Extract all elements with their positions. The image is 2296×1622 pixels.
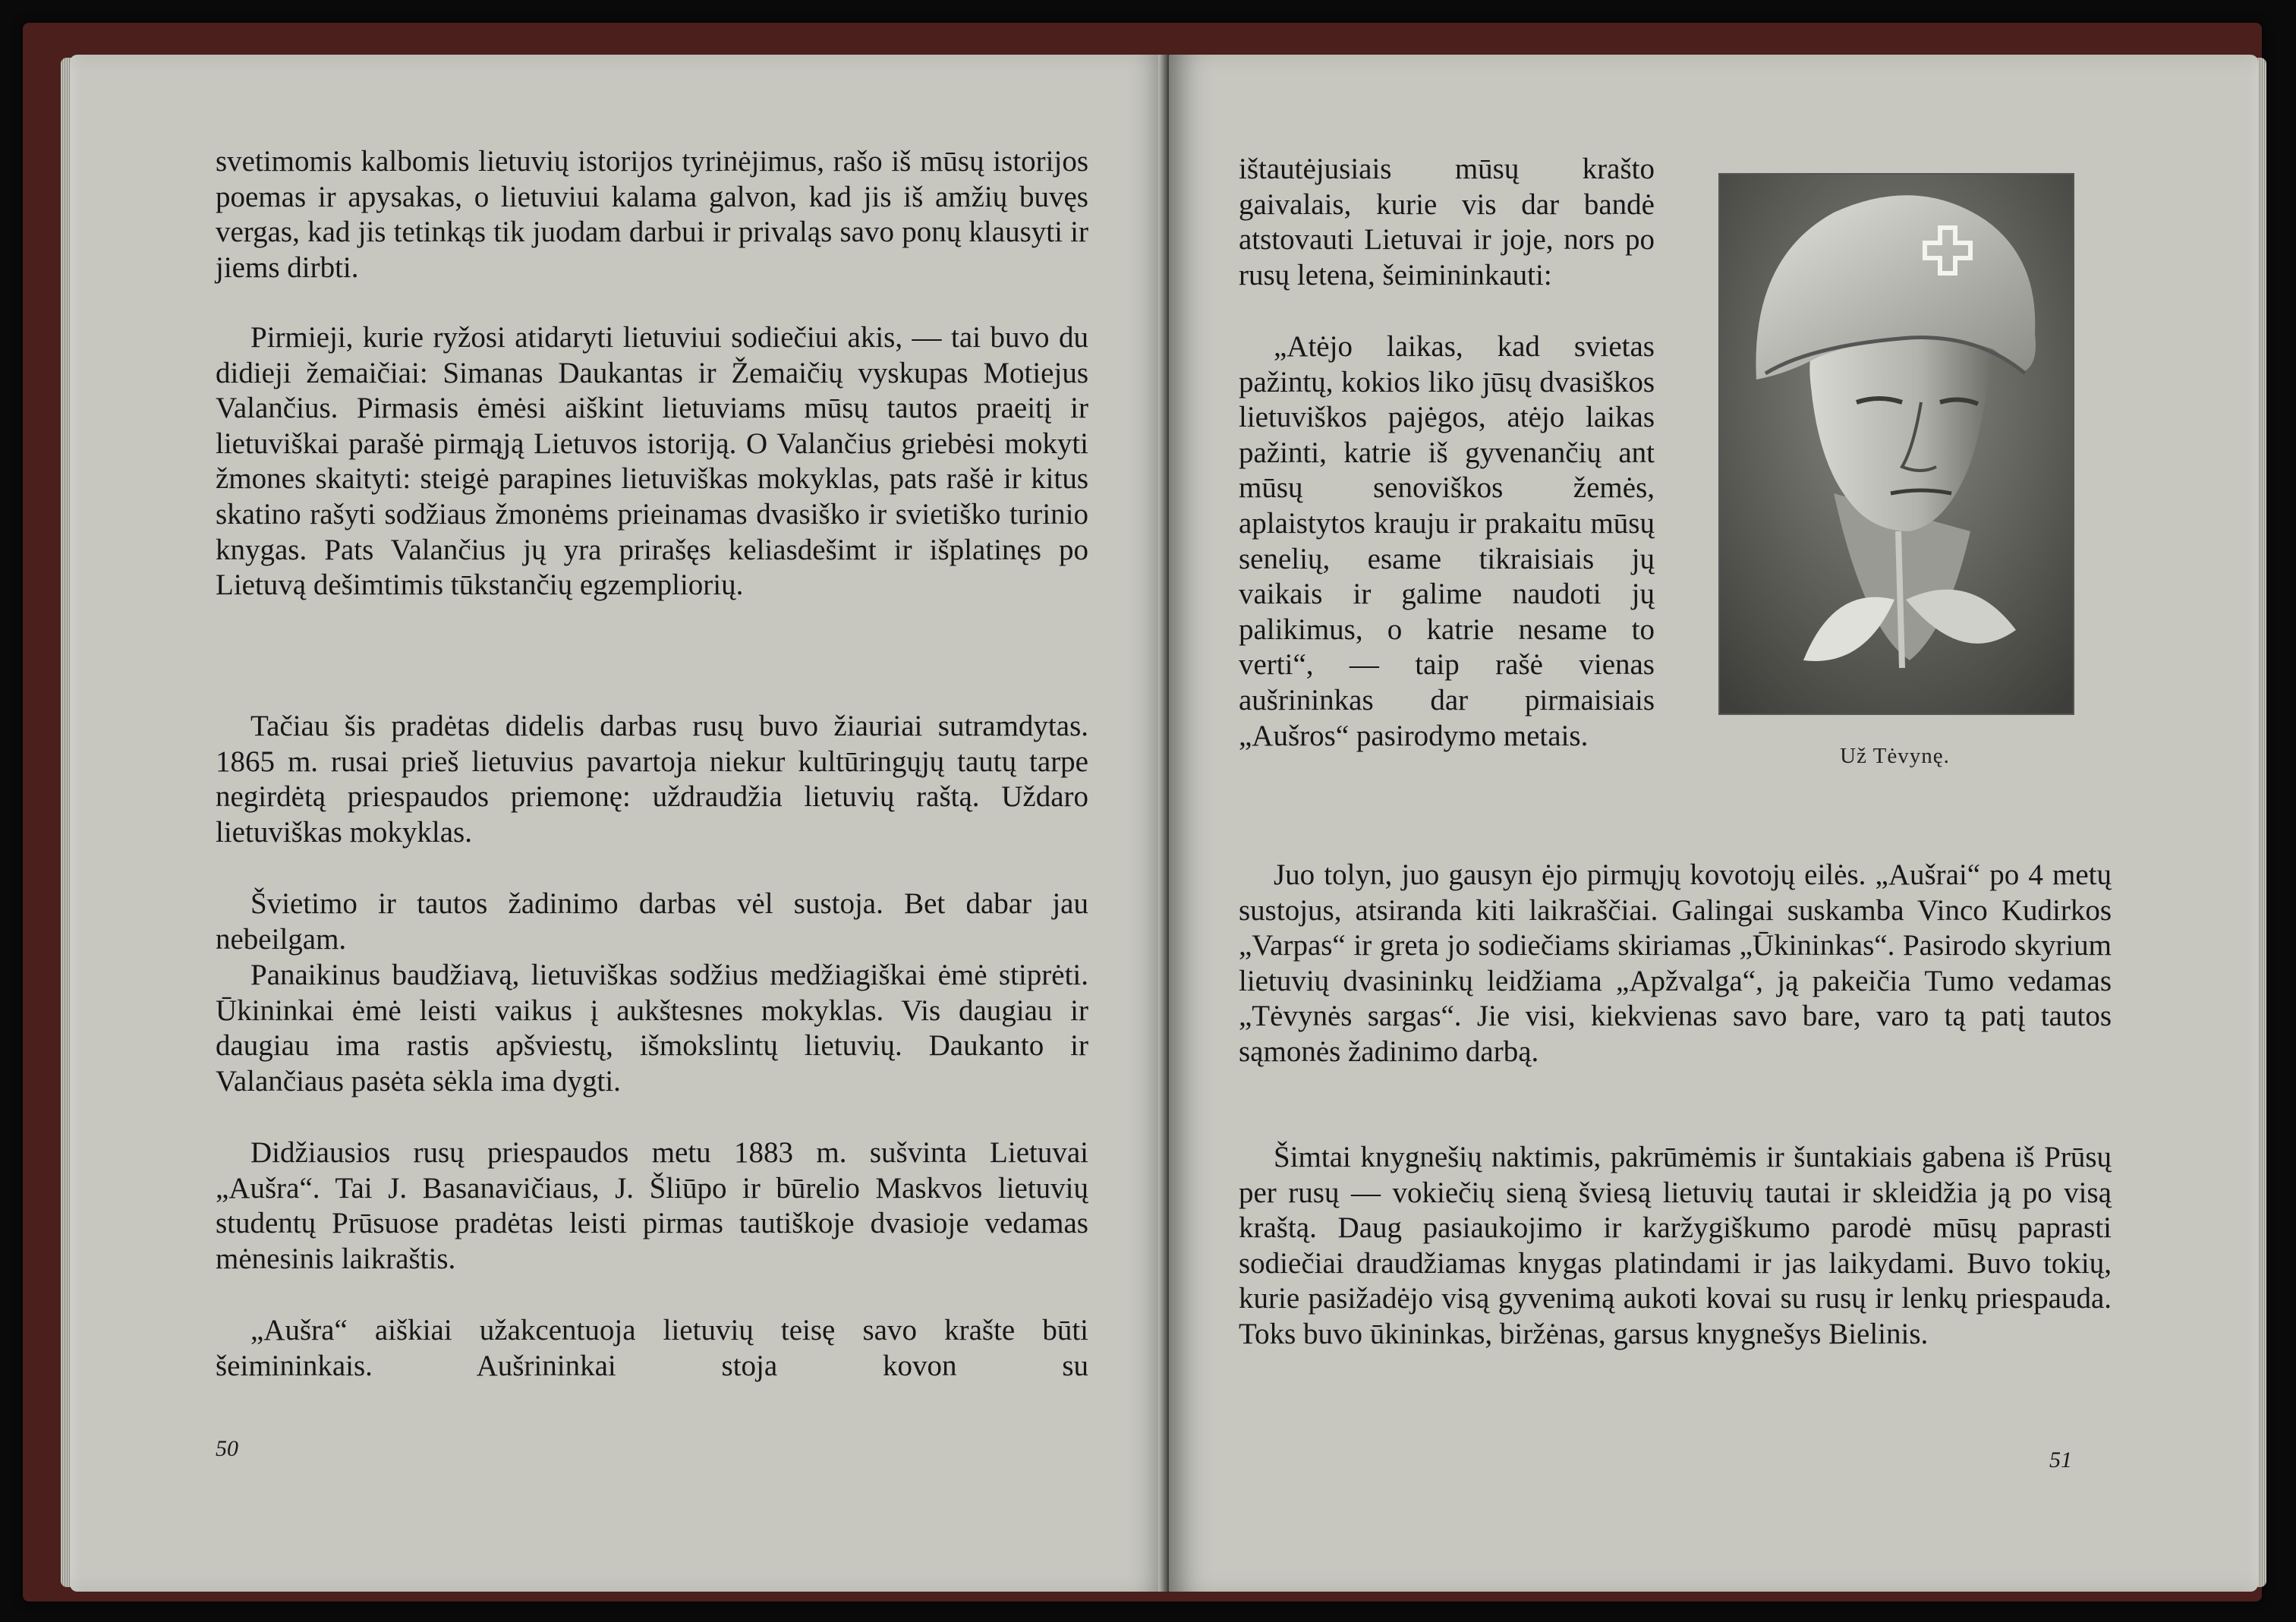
- page-number-left: 50: [216, 1436, 238, 1461]
- left-page: [70, 55, 1167, 1592]
- left-paragraph-6: Didžiausios rusų priespaudos metu 1883 m. sušvinta Lietuvai „Aušra“. Tai J. Basanavičiaus, J. Šliūpo ir būrelio Maskvos lietuvių studentų Prūsuose pradėtas leisti pirmas tautiškoje dvasioje vedamas mėnesinis laikraštis.: [216, 1136, 1088, 1275]
- right-paragraph-4: Šimtai knygnešių naktimis, pakrūmėmis ir šuntakiais gabena iš Prūsų per rusų — vokiečių sieną šviesą lietuvių tautai ir skleidžia ją po visą kraštą. Daug pasiaukojimo ir karžygiškumo parodė mūsų paprasti sodiečiai draudžiamas knygas platindami ir jas laikydami. Buvo tokių, kurie pasižadėjo visą gyvenimą aukoti kovai su rusų ir lenkų priespauda. Toks buvo ūkininkas, biržėnas, garsus knygnešys Bielinis.: [1239, 1141, 2112, 1350]
- right-page: [1169, 55, 2258, 1592]
- soldier-photo: [1718, 173, 2074, 715]
- left-paragraph-7: „Aušra“ aiškiai užakcentuoja lietuvių teisę savo krašte būti šeimininkais. Aušrininkai stoja kovon su: [216, 1314, 1088, 1382]
- right-paragraph-3: Juo tolyn, juo gausyn ėjo pirmųjų kovotojų eilės. „Aušrai“ po 4 metų sustojus, atsiranda kiti laikraščiai. Galingai suskamba Vinco Kudirkos „Varpas“ ir greta jo sodiečiams skiriamas „Ūkininkas“. Pasirodo skyrium lietuvių dvasininkų leidžiama „Apžvalga“, ją pakeičia Tumo vedamas „Tėvynės sargas“. Jie visi, kiekvienas savo bare, varo tą patį tautos sąmonės žadinimo darbą.: [1239, 858, 2112, 1068]
- right-paragraph-1: ištautėjusiais mūsų krašto gaivalais, kurie vis dar bandė atstovauti Lietuvai ir joje, nors po rusų letena, šeimininkauti:: [1239, 153, 1655, 291]
- page-number-right: 51: [2049, 1447, 2072, 1472]
- left-paragraph-1: svetimomis kalbomis lietuvių istorijos tyrinėjimus, rašo iš mūsų istorijos poemas ir apysakas, o lietuviui kalama galvon, kad jis iš amžių buvęs vergas, kad jis tetinkąs tik juodam darbui ir privaląs savo ponų klausyti ir jiems dirbti.: [216, 145, 1088, 284]
- book-spread: [23, 23, 2262, 1602]
- left-paragraph-3: Tačiau šis pradėtas didelis darbas rusų buvo žiauriai sutramdytas. 1865 m. rusai prieš lietuvius pavartoja niekur kultūringųjų tautų tarpe negirdėtą priespaudos priemonę: uždraudžia lietuvių raštą. Uždaro lietuviškas mokyklas.: [216, 710, 1088, 849]
- right-paragraph-2: „Atėjo laikas, kad svietas pažintų, kokios liko jūsų dvasiškos lietuviškos pajėgos, atėjo laikas pažinti, katrie iš gyvenančių ant mūsų senoviškos žemės, aplaistytos krauju ir prakaitu mūsų senelių, esame tikraisiais jų vaikais ir galime naudoti jų palikimus, o katrie nesame to verti“, — taip rašė vienas aušrininkas dar pirmaisiais „Aušros“ pasirodymo metais.: [1239, 330, 1655, 752]
- photo-caption: Už Tėvynę.: [1840, 744, 1950, 768]
- soldier-statue-illustration: [1720, 175, 2073, 713]
- left-paragraph-2: Pirmieji, kurie ryžosi atidaryti lietuviui sodiečiui akis, — tai buvo du didieji žemaičiai: Simanas Daukantas ir Žemaičių vyskupas Motiejus Valančius. Pirmasis ėmėsi aiškint lietuviams mūsų tautos praeitį ir lietuviškai parašė pirmąją Lietuvos istoriją. O Valančius griebėsi mokyti žmones skaityti: steigė parapines lietuviškas mokyklas, pats rašė ir kitus skatino rašyti sodžiaus žmonėms prieinamas dvasiško ir svietiško turinio knygas. Pats Valančius jų yra prirašęs keliasdešimt ir išplatinęs po Lietuvą dešimtimis tūkstančių egzempliorių.: [216, 321, 1088, 602]
- left-paragraph-5: Panaikinus baudžiavą, lietuviškas sodžius medžiagiškai ėmė stiprėti. Ūkininkai ėmė leisti vaikus į aukštesnes mokyklas. Vis daugiau ir daugiau ima rastis apšviestų, išmokslintų lietuvių. Daukanto ir Valančiaus pasėta sėkla ima dygti.: [216, 959, 1088, 1098]
- left-paragraph-4: Švietimo ir tautos žadinimo darbas vėl sustoja. Bet dabar jau nebeilgam.: [216, 887, 1088, 956]
